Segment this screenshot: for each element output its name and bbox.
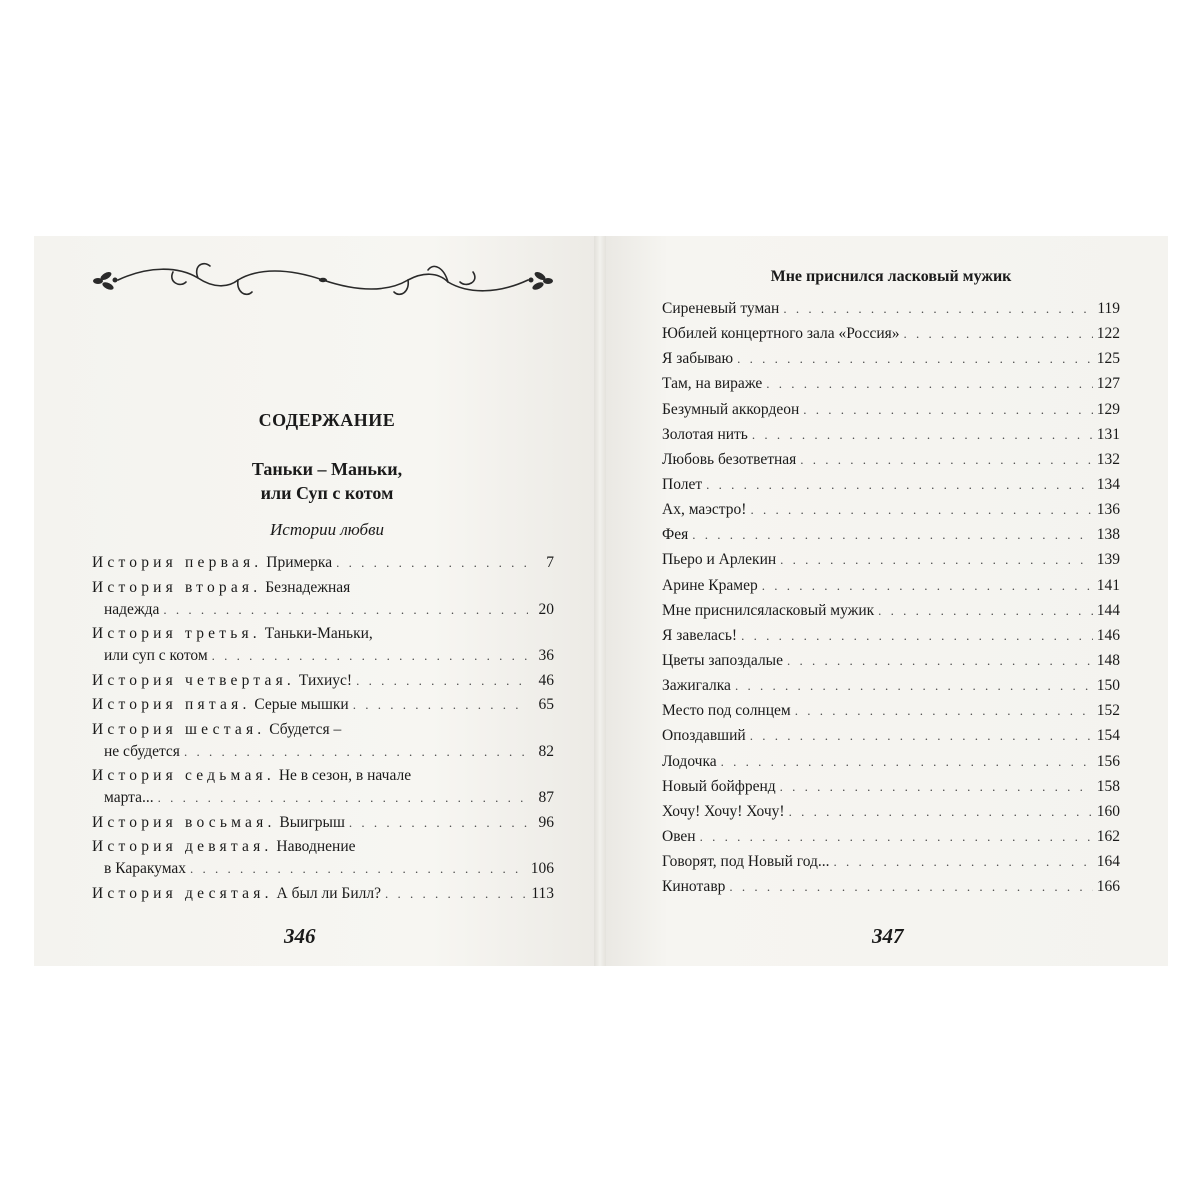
toc-entry	[662, 751, 1120, 772]
entry-page-number: 113	[531, 884, 554, 902]
leader-dots	[795, 700, 1093, 721]
toc-entry	[662, 348, 1120, 369]
entry-title: Зажигалка	[662, 677, 731, 695]
entry-title-continued: не сбудется	[104, 742, 180, 760]
entry-title: Говорят, под Новый год...	[662, 853, 830, 871]
leader-dots	[783, 298, 1093, 319]
entry-title: А был ли Билл?	[272, 884, 381, 902]
toc-entry	[662, 650, 1120, 671]
toc-entry	[662, 399, 1120, 420]
entry-page-number: 141	[1096, 576, 1120, 594]
toc-entry	[662, 575, 1120, 596]
entry-title: Мне приснилсяласковый мужик	[662, 601, 875, 619]
toc-entry	[92, 883, 554, 905]
entry-lead: История пятая.	[92, 696, 251, 713]
entry-title-continued: марта...	[104, 789, 154, 806]
entry-page-number: 129	[1096, 400, 1120, 418]
entry-title: Там, на вираже	[662, 375, 763, 393]
leader-dots	[803, 399, 1092, 420]
toc-entry	[92, 552, 554, 574]
leader-dots	[762, 575, 1093, 596]
toc-list-left	[92, 552, 554, 907]
entry-title: Я завелась!	[662, 626, 738, 644]
toc-entry	[92, 812, 554, 834]
leader-dots	[158, 787, 528, 809]
toc-entry	[92, 670, 554, 692]
toc-entry	[662, 323, 1120, 344]
entry-page-number: 20	[538, 600, 554, 618]
toc-entry	[662, 725, 1120, 746]
entry-title-continued: в Каракумах	[104, 860, 187, 877]
toc-entry	[662, 776, 1120, 797]
entry-title: Примерка	[262, 554, 333, 571]
entry-page-number: 46	[538, 671, 554, 689]
leader-dots	[878, 600, 1093, 621]
toc-entry	[92, 694, 554, 716]
entry-page-number: 138	[1096, 526, 1120, 544]
toc-list-right	[662, 298, 1120, 901]
entry-page-number: 134	[1096, 475, 1120, 493]
leader-dots	[356, 670, 528, 692]
entry-title: Тихиус!	[295, 671, 353, 689]
entry-title: Фея	[662, 526, 689, 544]
entry-page-number: 154	[1096, 727, 1120, 745]
entry-title: Полет	[662, 475, 703, 493]
entry-title: Цветы запоздалые	[662, 651, 783, 669]
entry-page-number: 150	[1096, 677, 1120, 695]
toc-entry	[662, 801, 1120, 822]
leader-dots	[729, 876, 1092, 897]
entry-lead: История восьмая.	[92, 813, 276, 831]
entry-title: Арине Крамер	[662, 576, 758, 594]
entry-lead: История десятая.	[92, 884, 273, 902]
entry-page-number: 131	[1096, 425, 1120, 443]
leader-dots	[834, 851, 1093, 872]
entry-title: Лодочка	[662, 752, 717, 770]
entry-page-number: 119	[1097, 300, 1120, 317]
leader-dots	[721, 751, 1093, 772]
toc-entry	[662, 600, 1120, 621]
entry-page-number: 96	[538, 813, 554, 831]
toc-entry	[662, 700, 1120, 721]
entry-page-number: 65	[538, 696, 554, 713]
leader-dots	[163, 599, 528, 621]
leader-dots	[706, 474, 1093, 495]
leader-dots	[904, 323, 1093, 344]
entry-lead: История седьмая.	[92, 767, 275, 784]
entry-title: Хочу! Хочу! Хочу!	[662, 802, 785, 820]
toc-entry	[662, 625, 1120, 646]
leader-dots	[780, 776, 1093, 797]
toc-entry	[662, 675, 1120, 696]
entry-page-number: 162	[1096, 827, 1120, 845]
book-title-line1: Таньки – Маньки,	[251, 459, 403, 479]
toc-entry	[662, 449, 1120, 470]
toc-entry	[662, 499, 1120, 520]
entry-title: Сиреневый туман	[662, 300, 780, 317]
leader-dots	[766, 373, 1093, 394]
page-number-left: 346	[284, 924, 316, 948]
leader-dots	[184, 741, 528, 763]
entry-title: Опоздавший	[662, 727, 746, 745]
book-title-line2: или Суп с котом	[260, 483, 394, 503]
toc-entry	[662, 524, 1120, 545]
toc-entry	[662, 826, 1120, 847]
toc-entry	[662, 298, 1120, 319]
leader-dots	[750, 499, 1092, 520]
entry-title-continued: или суп с котом	[104, 647, 208, 664]
entry-title: Безумный аккордеон	[662, 400, 800, 418]
toc-entry	[662, 851, 1120, 872]
leader-dots	[741, 625, 1093, 646]
toc-entry	[662, 474, 1120, 495]
entry-page-number: 146	[1096, 626, 1120, 644]
leader-dots	[735, 675, 1093, 696]
entry-page-number: 7	[546, 554, 554, 571]
toc-entry	[92, 577, 554, 621]
toc-entry	[662, 373, 1120, 394]
entry-lead: История первая.	[92, 554, 263, 571]
toc-heading: СОДЕРЖАНИЕ	[258, 410, 396, 430]
entry-page-number: 127	[1096, 375, 1120, 393]
floral-ornament-icon	[88, 258, 558, 304]
leader-dots	[353, 694, 528, 716]
entry-page-number: 139	[1096, 551, 1120, 569]
book-title	[92, 457, 562, 505]
entry-page-number: 125	[1096, 350, 1120, 368]
entry-lead: История девятая.	[92, 838, 273, 855]
entry-page-number: 160	[1096, 802, 1120, 820]
leader-dots	[789, 801, 1093, 822]
entry-title: Сбудется –	[265, 720, 342, 738]
entry-title: Новый бойфренд	[662, 777, 776, 795]
leader-dots	[385, 883, 527, 905]
leader-dots	[212, 645, 528, 667]
entry-page-number: 82	[538, 742, 554, 760]
entry-title: Юбилей концертного зала «Россия»	[662, 325, 900, 343]
entry-lead: История третья.	[92, 625, 261, 642]
leader-dots	[750, 725, 1093, 746]
entry-title: Кинотавр	[662, 878, 726, 896]
running-head: Мне приснился ласковый мужик	[770, 268, 1012, 285]
entry-page-number: 164	[1096, 853, 1120, 871]
toc-entry	[92, 719, 554, 763]
entry-title: Любовь безответная	[662, 450, 797, 468]
leader-dots	[800, 449, 1092, 470]
entry-title: Не в сезон, в начале	[274, 767, 412, 784]
entry-title: Таньки-Маньки,	[260, 625, 373, 642]
leader-dots	[190, 858, 527, 880]
section-title: Истории любви	[270, 520, 384, 539]
entry-title: Я забываю	[662, 350, 734, 368]
leader-dots	[787, 650, 1093, 671]
entry-title: Наводнение	[272, 838, 356, 855]
entry-lead: История шестая.	[92, 720, 266, 738]
entry-title: Выигрыш	[275, 813, 345, 831]
book-gutter	[594, 236, 606, 966]
entry-page-number: 136	[1096, 501, 1120, 519]
leader-dots	[752, 424, 1093, 445]
toc-entry	[92, 836, 554, 880]
entry-title: Овен	[662, 827, 696, 845]
toc-entry	[92, 623, 554, 667]
leader-dots	[692, 524, 1092, 545]
toc-entry	[662, 549, 1120, 570]
toc-entry	[662, 424, 1120, 445]
entry-page-number: 144	[1096, 601, 1120, 619]
entry-page-number: 158	[1096, 777, 1120, 795]
toc-entry	[662, 876, 1120, 897]
entry-title: Золотая нить	[662, 425, 748, 443]
entry-page-number: 152	[1096, 702, 1120, 720]
leader-dots	[700, 826, 1093, 847]
entry-title-continued: надежда	[104, 600, 160, 618]
leader-dots	[737, 348, 1093, 369]
entry-page-number: 156	[1096, 752, 1120, 770]
page-number-right: 347	[872, 924, 904, 948]
entry-lead: История вторая.	[92, 578, 262, 596]
entry-page-number: 36	[538, 647, 554, 664]
entry-title: Пьеро и Арлекин	[662, 551, 777, 569]
entry-title: Место под солнцем	[662, 702, 791, 720]
entry-lead: История четвертая.	[92, 671, 295, 689]
entry-page-number: 87	[538, 789, 554, 806]
leader-dots	[349, 812, 528, 834]
leader-dots	[780, 549, 1093, 570]
entry-title: Серые мышки	[250, 696, 349, 713]
toc-entry	[92, 765, 554, 809]
entry-page-number: 122	[1096, 325, 1120, 343]
entry-page-number: 106	[530, 860, 554, 877]
entry-page-number: 166	[1096, 878, 1120, 896]
entry-title: Безнадежная	[261, 578, 351, 596]
entry-page-number: 132	[1096, 450, 1120, 468]
entry-title: Ах, маэстро!	[662, 501, 747, 519]
leader-dots	[336, 552, 528, 574]
entry-page-number: 148	[1096, 651, 1120, 669]
